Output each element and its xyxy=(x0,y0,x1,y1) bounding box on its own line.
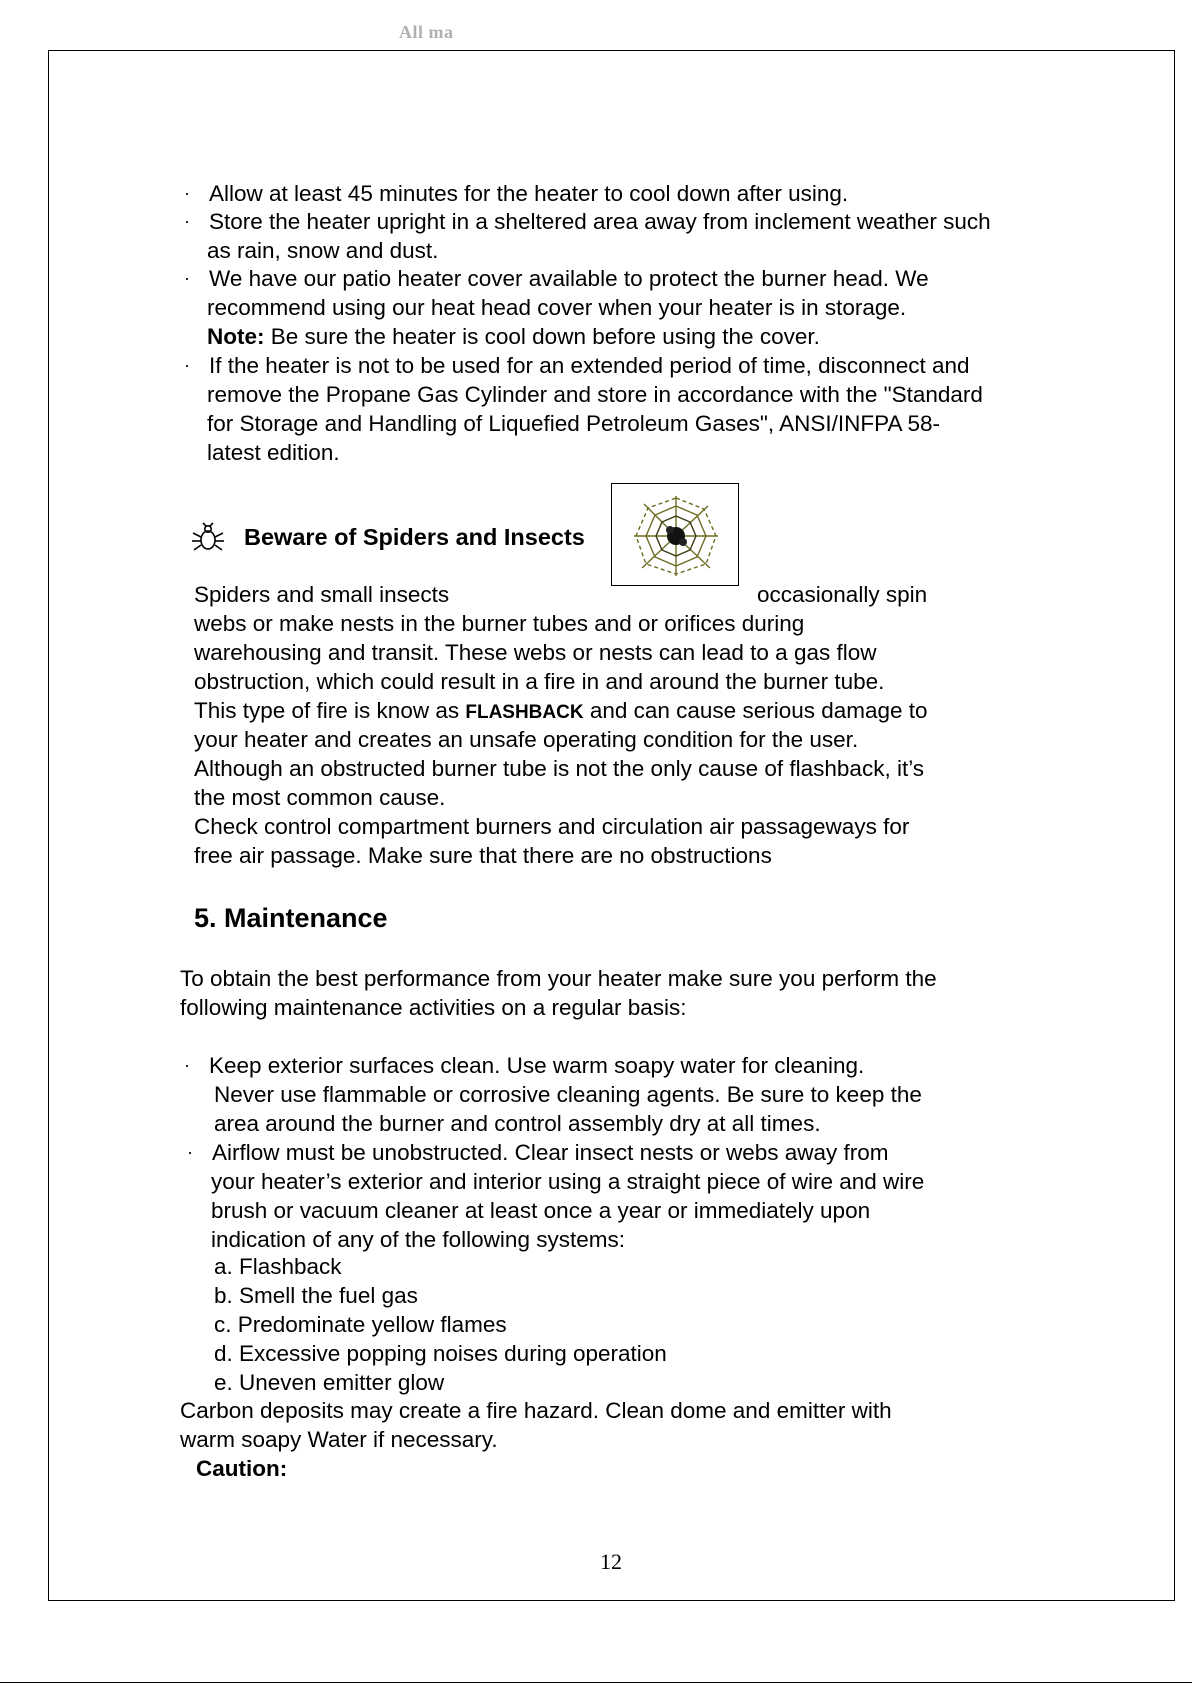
bullet-marker: · xyxy=(184,268,190,288)
spiders-line-6: your heater and creates an unsafe operating condition for the user. xyxy=(194,727,859,752)
storage-line-4: We have our patio heater cover available to protect the burner head. We xyxy=(209,266,929,291)
storage-line-10: latest edition. xyxy=(207,440,340,465)
storage-line-7: If the heater is not to be used for an extended period of time, disconnect and xyxy=(209,353,970,378)
caution-label: Caution: xyxy=(196,1456,288,1481)
symptom-item: d. Excessive popping noises during operation xyxy=(214,1341,667,1366)
closing-line-2: warm soapy Water if necessary. xyxy=(180,1427,498,1452)
maint-bullet2-line-2: your heater’s exterior and interior using a straight piece of wire and wire xyxy=(211,1169,925,1194)
maint-bullet2-line-1: Airflow must be unobstructed. Clear insect nests or webs away from xyxy=(212,1140,889,1165)
flashback-line xyxy=(194,696,928,727)
note-line xyxy=(207,322,820,351)
flashback-post: and can cause serious damage to xyxy=(583,698,928,723)
bottom-rule xyxy=(0,1682,1192,1683)
bullet-marker: · xyxy=(184,1055,190,1075)
bullet-marker: · xyxy=(184,183,190,203)
storage-line-8: remove the Propane Gas Cylinder and store in accordance with the "Standard xyxy=(207,382,983,407)
spiders-line-4: obstruction, which could result in a fire in and around the burner tube. xyxy=(194,669,885,694)
bullet-marker: · xyxy=(184,211,190,231)
closing-line-1: Carbon deposits may create a fire hazard. Clean dome and emitter with xyxy=(180,1398,892,1423)
page-number: 12 xyxy=(600,1549,622,1574)
beware-heading: Beware of Spiders and Insects xyxy=(244,524,585,550)
maint-bullet1-line-2: Never use flammable or corrosive cleaning agents. Be sure to keep the xyxy=(214,1082,922,1107)
flashback-pre: This type of fire is know as xyxy=(194,698,466,723)
header-watermark: All ma xyxy=(399,22,454,42)
note-text: Be sure the heater is cool down before using the cover. xyxy=(270,324,820,349)
bug-icon xyxy=(190,522,226,552)
storage-line-2: Store the heater upright in a sheltered area away from inclement weather such xyxy=(209,209,991,234)
spiders-line-10: free air passage. Make sure that there are no obstructions xyxy=(194,843,772,868)
symptom-item: a. Flashback xyxy=(214,1254,342,1279)
spiders-line-3: warehousing and transit. These webs or nests can lead to a gas flow xyxy=(194,640,877,665)
spider-web-picture xyxy=(611,483,739,586)
symptom-item: e. Uneven emitter glow xyxy=(214,1370,445,1395)
maint-bullet1-line-1: Keep exterior surfaces clean. Use warm soapy water for cleaning. xyxy=(209,1053,865,1078)
spiders-line-2: webs or make nests in the burner tubes and or orifices during xyxy=(194,611,805,636)
storage-line-9: for Storage and Handling of Liquefied Petroleum Gases", ANSI/INFPA 58- xyxy=(207,411,940,436)
symptom-item: c. Predominate yellow flames xyxy=(214,1312,507,1337)
spiders-line-7: Although an obstructed burner tube is not the only cause of flashback, it’s xyxy=(194,756,925,781)
storage-line-1: Allow at least 45 minutes for the heater to cool down after using. xyxy=(209,181,849,206)
bullet-marker: · xyxy=(184,355,190,375)
maintenance-intro-1: To obtain the best performance from your heater make sure you perform the xyxy=(180,966,937,991)
storage-line-5: recommend using our heat head cover when your heater is in storage. xyxy=(207,295,907,320)
maintenance-intro-2: following maintenance activities on a regular basis: xyxy=(180,995,687,1020)
maintenance-heading: 5. Maintenance xyxy=(194,903,388,933)
symptom-item: b. Smell the fuel gas xyxy=(214,1283,418,1308)
maint-bullet2-line-3: brush or vacuum cleaner at least once a year or immediately upon xyxy=(211,1198,871,1223)
storage-line-3: as rain, snow and dust. xyxy=(207,238,439,263)
spiders-line-1-right: occasionally spin xyxy=(757,582,928,607)
flashback-term: FLASHBACK xyxy=(465,702,584,723)
maint-bullet2-line-4: indication of any of the following systems: xyxy=(211,1227,625,1252)
maint-bullet1-line-3: area around the burner and control assembly dry at all times. xyxy=(214,1111,821,1136)
spiders-line-8: the most common cause. xyxy=(194,785,446,810)
spiders-line-9: Check control compartment burners and circulation air passageways for xyxy=(194,814,910,839)
note-label: Note: xyxy=(207,324,265,349)
spiders-line-1-left: Spiders and small insects xyxy=(194,582,450,607)
bullet-marker: · xyxy=(187,1142,193,1162)
